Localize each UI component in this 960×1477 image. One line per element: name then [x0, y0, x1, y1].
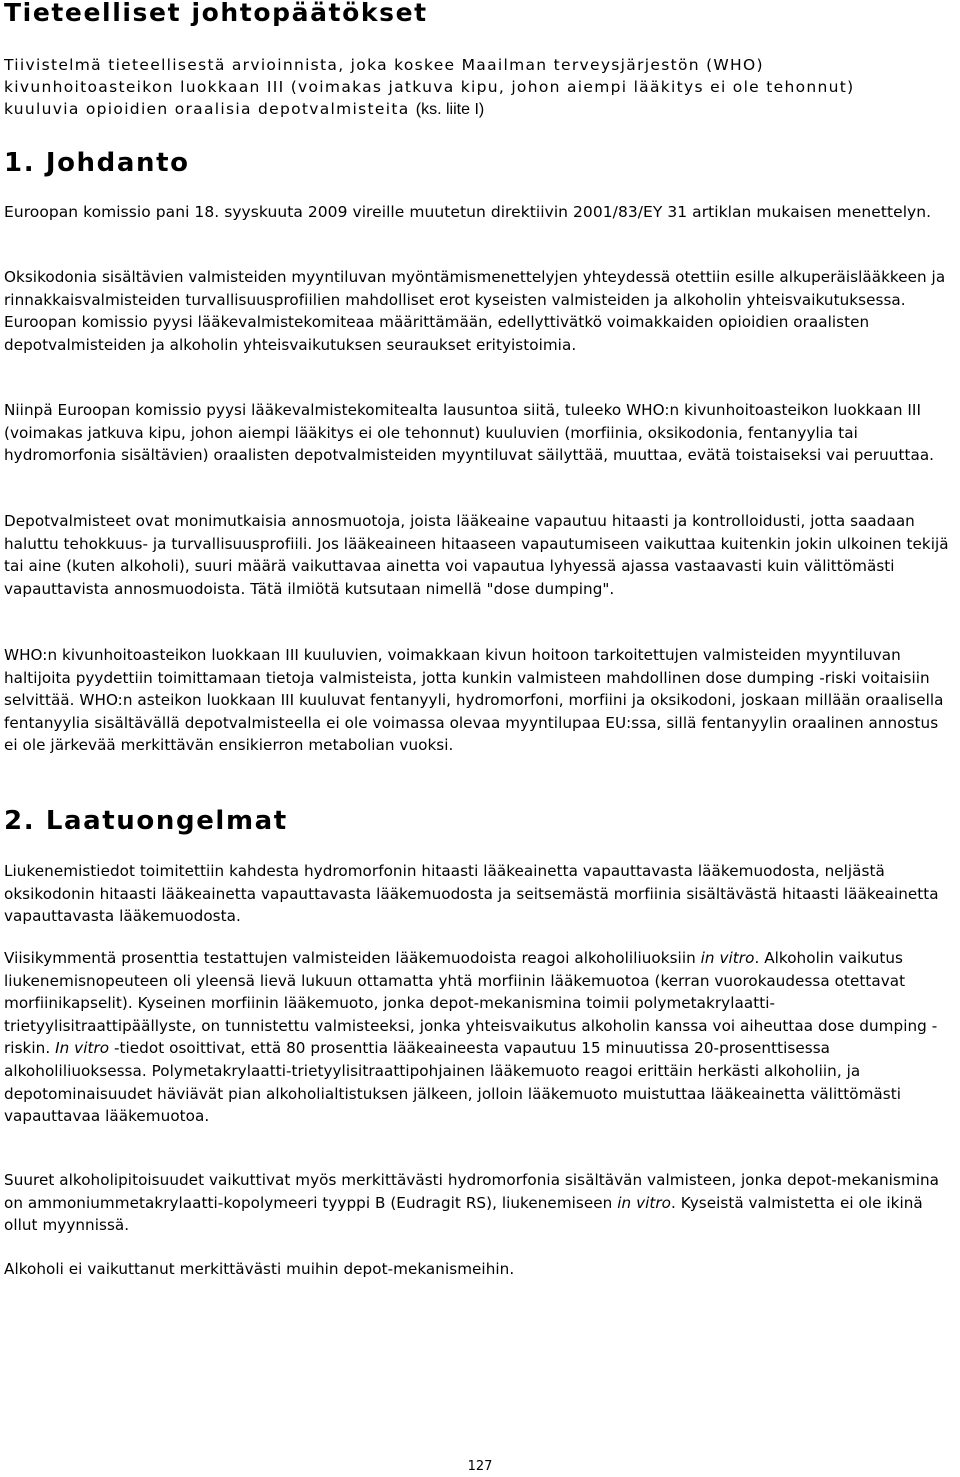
page-subtitle: [4, 54, 934, 121]
in-vitro-term: In vitro: [55, 1039, 110, 1058]
intro-paragraph-5: WHO:n kivunhoitoasteikon luokkaan III kuuluvien, voimakkaan kivun hoitoon tarkoitettujen valmisteiden myyntiluvan haltijoita pyydettiin toimittamaan tietoja valmisteista, jotta kunkin valmisteen mahdollinen dose dumping -riski voitaisiin selvittää. WHO:n asteikon luokkaan III kuuluvat fentanyyli, hydromorfoni, morfiini ja oksikodoni, joskaan millään oraalisella fentanyylia sisältävällä depotvalmisteella ei ole voimassa olevaa myyntilupaa EU:ssa, sillä fentanyylin oraalinen annostus ei ole järkevää merkittävän ensikierron metabolian vuoksi.: [4, 646, 944, 755]
section-heading-introduction: 1. Johdanto: [4, 148, 190, 178]
in-vitro-term: in vitro: [700, 949, 755, 967]
section-heading-quality-issues: 2. Laatuongelmat: [4, 806, 288, 836]
annex-reference: (ks. liite I): [415, 101, 485, 118]
quality-paragraph-3-part-b: . Kyseistä valmistetta ei ole ikinä ollut myynnissä.: [4, 1193, 923, 1235]
quality-paragraph-2-part-a: Viisikymmentä prosenttia testattujen valmisteiden lääkemuodoista reagoi alkoholiliuoksiin: [4, 949, 701, 967]
intro-paragraph-2: Oksikodonia sisältävien valmisteiden myyntiluvan myöntämismenettelyjen yhteydessä otettiin esille alkuperäislääkkeen ja rinnakkaisvalmisteiden turvallisuusprofiilien mahdolliset erot kyseisten valmisteiden ja alkoholin yhteisvaikutuksessa. Euroopan komissio pyysi lääkevalmistekomiteaa määrittämään, edellyttivätkö voimakkaiden opioidien oraalisten depotvalmisteiden ja alkoholin yhteisvaikutuksen seuraukset erityistoimia.: [4, 268, 946, 354]
quality-paragraph-1: Liukenemistiedot toimitettiin kahdesta hydromorfonin hitaasti lääkeainetta vapauttavasta lääkemuodosta, neljästä oksikodonin hitaasti lääkeainetta vapauttavasta lääkemuodosta ja seitsemästä morfiinia sisältävästä hitaasti lääkeainetta vapauttavasta lääkemuodosta.: [4, 862, 939, 926]
quality-paragraph-3-part-a: Suuret alkoholipitoisuudet vaikuttivat myös merkittävästi hydromorfonia sisältävän valmisteen, jonka depot-mekanismina on ammoniummetakrylaatti-kopolymeeri tyyppi B (Eudragit RS), liukenemiseen: [4, 1171, 940, 1212]
intro-paragraph-1: Euroopan komissio pani 18. syyskuuta 2009 vireille muutetun direktiivin 2001/83/EY 31 artiklan mukaisen menettelyn.: [4, 203, 932, 221]
page-title: Tieteelliset johtopäätökset: [4, 0, 428, 27]
intro-paragraph-4: Depotvalmisteet ovat monimutkaisia annosmuotoja, joista lääkeaine vapautuu hitaasti ja kontrolloidusti, jotta saadaan haluttu tehokkuus- ja turvallisuusprofiili. Jos lääkeaineen hitaaseen vapautumiseen vaikuttaa kuitenkin jokin ulkoinen tekijä tai aine (kuten alkoholi), suuri määrä vaikuttavaa ainetta voi vapautua lyhyessä ajassa vastaavasti kuin välittömästi vapauttavista annosmuodoista. Tätä ilmiötä kutsutaan nimellä "dose dumping".: [4, 512, 949, 598]
quality-paragraph-2: [4, 947, 952, 1128]
intro-paragraph-3: Niinpä Euroopan komissio pyysi lääkevalmistekomitealta lausuntoa siitä, tuleeko WHO:n kivunhoitoasteikon luokkaan III (voimakas jatkuva kipu, johon aiempi lääkitys ei ole tehonnut) kuuluvien (morfiinia, oksikodonia, fentanyylia tai hydromorfonia sisältävien) oraalisten depotvalmisteiden myyntiluvat säilyttää, muuttaa, evätä toistaiseksi vai peruuttaa.: [4, 401, 935, 465]
quality-paragraph-3: [4, 1169, 952, 1237]
quality-paragraph-2-part-b: . Alkoholin vaikutus liukenemisnopeuteen oli yleensä lievä lukuun ottamatta yhtä morfiinin lääkemuotoa (kerran vuorokaudessa otettavat morfiinikapselit). Kyseinen morfiinin lääkemuoto, jonka depot-mekanismina toimii polymetakrylaatti-trietyylisitraattipäällyste, on tunnistettu valmisteeksi, jonka yhteisvaikutus alkoholin kanssa voi aiheuttaa dose dumping -riskin.: [4, 949, 938, 1058]
in-vitro-term: in vitro: [617, 1193, 672, 1212]
quality-paragraph-2-part-c: -tiedot osoittivat, että 80 prosenttia lääkeaineesta vapautuu 15 minuutissa 20-prosenttisessa alkoholiliuoksessa. Polymetakrylaatti-trietyylisitraattipohjainen lääkemuoto reagoi erittäin herkästi alkoholiin, ja depotominaisuudet häviävät pian alkoholialtistuksen jälkeen, jolloin lääkemuoto muistuttaa lääkeainetta välittömästi vapauttavaa lääkemuotoa.: [4, 1039, 902, 1126]
quality-paragraph-4: Alkoholi ei vaikuttanut merkittävästi muihin depot-mekanismeihin.: [4, 1260, 515, 1278]
page-number: 127: [467, 1459, 493, 1474]
subtitle-text: Tiivistelmä tieteellisestä arvioinnista, joka koskee Maailman terveysjärjestön (WHO) kivunhoitoasteikon luokkaan III (voimakas jatkuva kipu, johon aiempi lääkitys ei ole tehonnut) kuuluvia opioidien oraalisia depotvalmisteita: [4, 56, 855, 118]
